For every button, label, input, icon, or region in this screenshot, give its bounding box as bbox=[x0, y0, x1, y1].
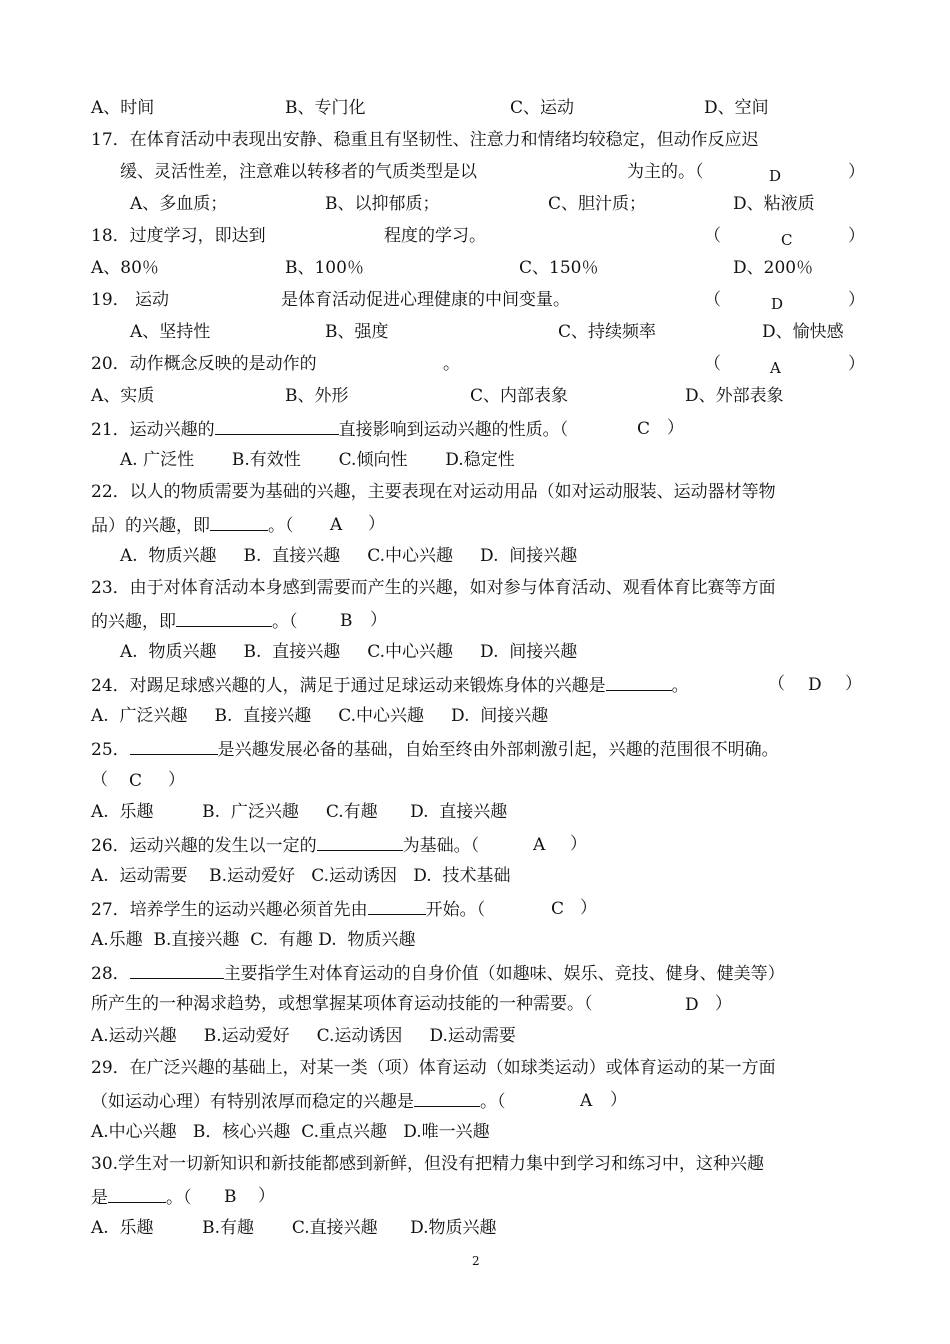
q24-open-paren: （ bbox=[768, 674, 785, 694]
q23-blank bbox=[176, 610, 272, 627]
q25-open-paren: （ bbox=[91, 770, 108, 790]
q27-options: A.乐趣 B.直接兴趣 C. 有趣 D. 物质兴趣 bbox=[91, 930, 416, 950]
q24-question bbox=[91, 674, 689, 696]
q23-close-paren: ） bbox=[370, 610, 387, 630]
q20-close-paren: ） bbox=[848, 354, 865, 374]
q22-text-a: 品）的兴趣，即 bbox=[91, 516, 210, 536]
q17-text-line2b: 为主的。（ bbox=[627, 162, 704, 182]
q18-option-c: C、150％ bbox=[519, 258, 599, 278]
q21-options: A. 广泛性 B.有效性 C.倾向性 D.稳定性 bbox=[120, 450, 515, 470]
q26-options: A. 运动需要 B.运动爱好 C.运动诱因 D. 技术基础 bbox=[91, 866, 511, 886]
page-number: 2 bbox=[472, 1254, 480, 1268]
q29-text-line1: 29．在广泛兴趣的基础上，对某一类（项）体育运动（如球类运动）或体育运动的某一方面 bbox=[91, 1058, 776, 1078]
q17-option-c: C、胆汁质； bbox=[548, 194, 647, 214]
q22-answer: A bbox=[330, 515, 343, 535]
q17-text-line2: 缓、灵活性差，注意难以转移者的气质类型是以 bbox=[120, 162, 477, 182]
q26-answer: A bbox=[533, 835, 546, 855]
q27-text-a: 27．培养学生的运动兴趣必须首先由 bbox=[91, 900, 368, 920]
q17-close-paren: ） bbox=[848, 162, 865, 182]
q16-option-c: C、运动 bbox=[510, 98, 575, 118]
q27-text-b: 开始。（ bbox=[425, 900, 486, 920]
q23-text-b: 。（ bbox=[272, 612, 298, 632]
q20-answer: A bbox=[770, 359, 781, 377]
q17-option-b: B、以抑郁质； bbox=[325, 194, 440, 214]
q16-option-d: D、空间 bbox=[704, 98, 769, 118]
q19-answer: D bbox=[771, 295, 784, 313]
q23-answer: B bbox=[340, 611, 353, 631]
q20-text-a: 20．动作概念反映的是动作的 bbox=[91, 354, 317, 374]
q28-answer: D bbox=[685, 995, 699, 1015]
q25-blank bbox=[130, 738, 218, 755]
q17-option-d: D、粘液质 bbox=[733, 194, 815, 214]
q21-answer: C bbox=[637, 419, 651, 439]
q27-blank bbox=[368, 898, 426, 915]
q21-close-paren: ） bbox=[667, 418, 684, 438]
q29-blank bbox=[414, 1090, 480, 1107]
q26-question bbox=[91, 834, 479, 856]
q29-text-line2 bbox=[91, 1090, 506, 1112]
q20-option-d: D、外部表象 bbox=[685, 386, 784, 406]
q29-options: A.中心兴趣 B．核心兴趣 C.重点兴趣 D.唯一兴趣 bbox=[91, 1122, 490, 1142]
q23-options: A. 物质兴趣 B. 直接兴趣 C.中心兴趣 D. 间接兴趣 bbox=[120, 642, 578, 662]
q28-blank bbox=[130, 962, 224, 979]
q30-answer: B bbox=[224, 1187, 237, 1207]
q21-text-a: 21．运动兴趣的 bbox=[91, 420, 215, 440]
q28-text-line2: 所产生的一种渴求趋势，或想掌握某项体育运动技能的一种需要。（ bbox=[91, 994, 593, 1014]
q19-close-paren: ） bbox=[848, 290, 865, 310]
q19-option-c: C、持续频率 bbox=[558, 322, 657, 342]
q21-blank bbox=[215, 418, 339, 435]
q18-text-a: 18．过度学习，即达到 bbox=[91, 226, 266, 246]
q18-answer: C bbox=[781, 231, 793, 249]
q28-number: 28． bbox=[91, 964, 130, 984]
q30-text-line1: 30.学生对一切新知识和新技能都感到新鲜，但没有把精力集中到学习和练习中，这种兴趣 bbox=[91, 1154, 765, 1174]
q21-text-b: 直接影响到运动兴趣的性质。（ bbox=[338, 420, 569, 440]
q19-option-b: B、强度 bbox=[325, 322, 389, 342]
q24-text-a: 24．对踢足球感兴趣的人，满足于通过足球运动来锻炼身体的兴趣是 bbox=[91, 676, 606, 696]
q30-close-paren: ） bbox=[258, 1186, 275, 1206]
q22-blank bbox=[210, 514, 268, 531]
q16-option-b: B、专门化 bbox=[285, 98, 366, 118]
q20-option-b: B、外形 bbox=[285, 386, 349, 406]
q27-answer: C bbox=[551, 899, 565, 919]
q28-text-b: 主要指学生对体育运动的自身价值（如趣味、娱乐、竞技、健身、健美等） bbox=[223, 964, 785, 984]
q26-blank bbox=[317, 834, 403, 851]
q30-blank bbox=[108, 1186, 166, 1203]
q23-text-a: 的兴趣，即 bbox=[91, 612, 176, 632]
q19-text-b: 是体育活动促进心理健康的中间变量。 bbox=[281, 290, 570, 310]
q29-close-paren: ） bbox=[610, 1090, 627, 1110]
q26-close-paren: ） bbox=[570, 834, 587, 854]
q30-text-b: 。（ bbox=[166, 1188, 192, 1208]
q22-options: A. 物质兴趣 B. 直接兴趣 C.中心兴趣 D. 间接兴趣 bbox=[120, 546, 578, 566]
q25-options: A. 乐趣 B. 广泛兴趣 C.有趣 D. 直接兴趣 bbox=[91, 802, 508, 822]
q16-option-a: A、时间 bbox=[91, 98, 155, 118]
q19-option-a: A、坚持性 bbox=[130, 322, 211, 342]
q24-blank bbox=[606, 674, 672, 691]
q18-option-d: D、200％ bbox=[733, 258, 814, 278]
q29-answer: A bbox=[580, 1091, 593, 1111]
q28-question bbox=[91, 962, 785, 984]
q19-option-d: D、愉快感 bbox=[762, 322, 844, 342]
q25-text-b: 是兴趣发展必备的基础，自始至终由外部刺激引起，兴趣的范围很不明确。 bbox=[217, 740, 779, 760]
q29-text-b: 。（ bbox=[480, 1092, 506, 1112]
q17-option-a: A、多血质； bbox=[130, 194, 228, 214]
q24-close-paren: ） bbox=[845, 674, 862, 694]
q20-text-b: 。 bbox=[443, 354, 460, 374]
q29-text-a: （如运动心理）有特别浓厚而稳定的兴趣是 bbox=[91, 1092, 414, 1112]
q17-answer: D bbox=[769, 167, 782, 185]
q17-text-line1: 17．在体育活动中表现出安静、稳重且有坚韧性、注意力和情绪均较稳定，但动作反应迟 bbox=[91, 130, 759, 150]
q30-text-line2 bbox=[91, 1186, 192, 1208]
q25-answer: C bbox=[129, 771, 143, 791]
q18-close-paren: ） bbox=[848, 226, 865, 246]
q20-open-paren: （ bbox=[704, 354, 721, 374]
q27-close-paren: ） bbox=[580, 898, 597, 918]
q18-open-paren: （ bbox=[704, 226, 721, 246]
q23-text-line1: 23．由于对体育活动本身感到需要而产生的兴趣，如对参与体育活动、观看体育比赛等方面 bbox=[91, 578, 776, 598]
q18-option-b: B、100％ bbox=[285, 258, 364, 278]
q22-text-line1: 22．以人的物质需要为基础的兴趣，主要表现在对运动用品（如对运动服装、运动器材等物 bbox=[91, 482, 776, 502]
q26-text-a: 26．运动兴趣的发生以一定的 bbox=[91, 836, 317, 856]
q27-question bbox=[91, 898, 485, 920]
q18-option-a: A、80％ bbox=[91, 258, 159, 278]
q19-text-a: 19． 运动 bbox=[91, 290, 170, 310]
q28-options: A.运动兴趣 B.运动爱好 C.运动诱因 D.运动需要 bbox=[91, 1026, 516, 1046]
q24-options: A. 广泛兴趣 B. 直接兴趣 C.中心兴趣 D. 间接兴趣 bbox=[91, 706, 549, 726]
q24-answer: D bbox=[808, 675, 822, 695]
q20-option-a: A、实质 bbox=[91, 386, 155, 406]
q25-close-paren: ） bbox=[168, 770, 185, 790]
q21-question bbox=[91, 418, 568, 440]
q22-close-paren: ） bbox=[368, 514, 385, 534]
q28-close-paren: ） bbox=[715, 994, 732, 1014]
q30-text-a: 是 bbox=[91, 1188, 108, 1208]
q18-text-b: 程度的学习。 bbox=[384, 226, 486, 246]
q25-number: 25． bbox=[91, 740, 130, 760]
q25-question bbox=[91, 738, 779, 760]
q30-options: A. 乐趣 B.有趣 C.直接兴趣 D.物质兴趣 bbox=[91, 1218, 497, 1238]
q24-text-b: 。 bbox=[671, 676, 689, 696]
q20-option-c: C、内部表象 bbox=[470, 386, 569, 406]
q22-text-line2 bbox=[91, 514, 294, 536]
q23-text-line2 bbox=[91, 610, 298, 632]
q22-text-b: 。（ bbox=[268, 516, 294, 536]
q19-open-paren: （ bbox=[704, 290, 721, 310]
q26-text-b: 为基础。（ bbox=[402, 836, 480, 856]
